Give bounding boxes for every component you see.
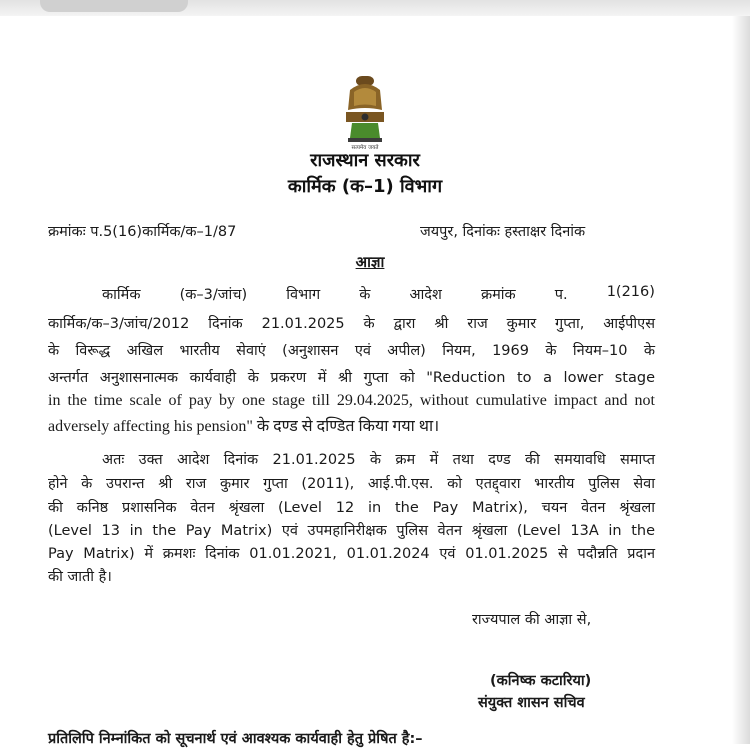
paragraph-line: adversely affecting his pension" के दण्ड से दण्डित किया गया था। — [48, 418, 440, 435]
paragraph-line: की जाती है। — [48, 569, 112, 585]
paragraph-line — [48, 284, 655, 304]
word: क्रमांक — [480, 287, 516, 303]
paragraph-line: के विरूद्ध अखिल भारतीय सेवाएं (अनुशासन एवं अपील) नियम, 1969 के नियम–10 के — [48, 343, 655, 359]
paragraph-line: की कनिष्ठ प्रशासनिक वेतन श्रृंखला (Level 12 in the Pay Matrix), चयन वेतन श्रृंखला — [48, 500, 655, 516]
paragraph-line: (Level 13 in the Pay Matrix) एवं उपमहानिरीक्षक पुलिस वेतन श्रृंखला (Level 13A in the — [48, 523, 655, 539]
word: प. — [554, 287, 568, 303]
paragraph-line: अन्तर्गत अनुशासनात्मक कार्यवाही के प्रकरण में श्री गुप्ता को "Reduction to a lower stage — [48, 370, 655, 386]
word: के — [359, 287, 371, 303]
signatory-designation: संयुक्त शासन सचिव — [478, 695, 585, 711]
reference-number: क्रमांकः प.5(16)कार्मिक/क–1/87 — [48, 224, 237, 240]
word: कार्मिक — [102, 287, 141, 303]
paragraph-line: Pay Matrix) में क्रमशः दिनांक 01.01.2021, 01.01.2024 एवं 01.01.2025 से पदौन्नति प्रदान — [48, 546, 655, 562]
order-title: आज्ञा — [355, 253, 385, 271]
closing-line: राज्यपाल की आज्ञा से, — [472, 612, 592, 628]
word: विभाग — [286, 287, 321, 303]
word: 1(216) — [606, 284, 655, 300]
viewer-top-bar — [0, 0, 750, 16]
emblem-motto: सत्यमेव जयते — [351, 145, 379, 150]
signatory-name: (कनिष्क कटारिया) — [490, 673, 592, 689]
viewer-tab[interactable] — [40, 0, 188, 12]
paragraph-line: कार्मिक/क–3/जांच/2012 दिनांक 21.01.2025 के द्वारा श्री राज कुमार गुप्ता, आईपीएस — [48, 316, 655, 332]
paragraph-line: अतः उक्त आदेश दिनांक 21.01.2025 के क्रम में तथा दण्ड की समयावधि समाप्त — [102, 452, 655, 468]
department-name: कार्मिक (क–1) विभाग — [287, 176, 443, 197]
word: आदेश — [409, 287, 442, 303]
place-and-date: जयपुर, दिनांकः हस्ताक्षर दिनांक — [420, 224, 586, 240]
ashoka-emblem-icon — [340, 76, 390, 150]
word: (क–3/जांच) — [179, 287, 248, 303]
copy-to-heading: प्रतिलिपि निम्नांकित को सूचनार्थ एवं आवश्यक कार्यवाही हेतु प्रेषित है:– — [48, 731, 423, 747]
paragraph-line: in the time scale of pay by one stage till 29.04.2025, without cumulative impact and not — [48, 392, 655, 409]
page-edge-shadow — [732, 16, 750, 744]
government-name: राजस्थान सरकार — [310, 150, 420, 171]
paragraph-line: होने के उपरान्त श्री राज कुमार गुप्ता (2011), आई.पी.एस. को एतद्द्वारा भारतीय पुलिस सेवा — [48, 476, 655, 492]
